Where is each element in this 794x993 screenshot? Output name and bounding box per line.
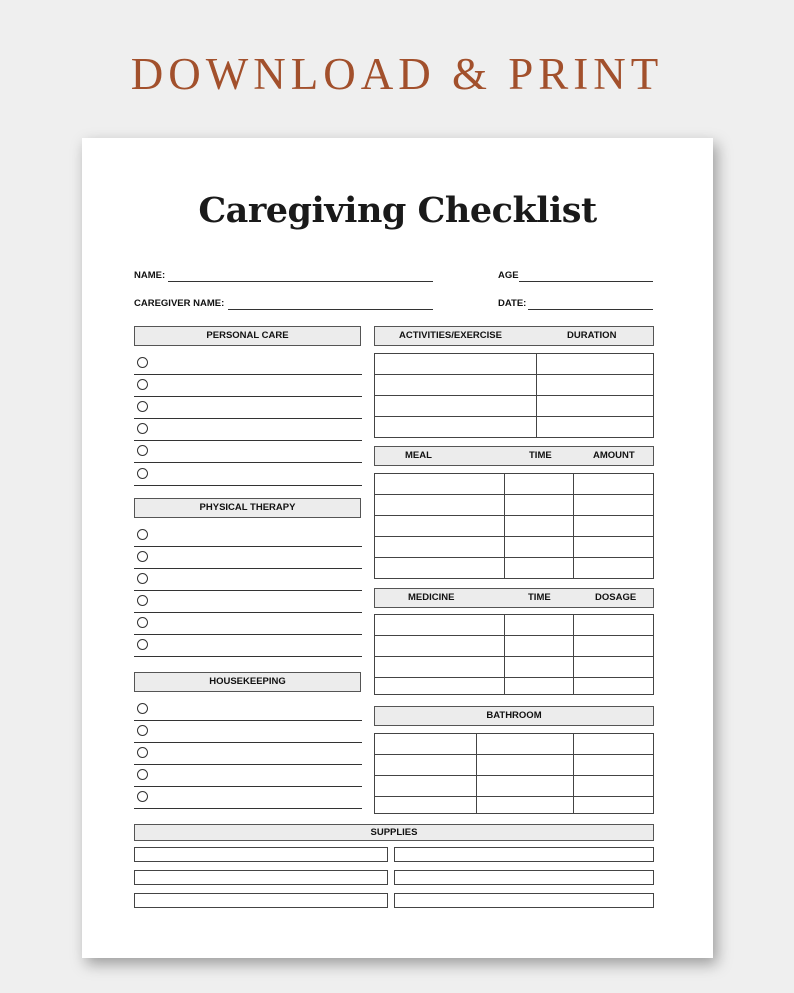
name-label: NAME: [134,270,166,281]
table-cell[interactable] [574,776,654,797]
table-cell[interactable] [375,636,505,657]
checklist-page [82,138,713,958]
meal-time-column-label: TIME [529,450,552,461]
table-cell[interactable] [375,474,505,495]
personal-care-header: PERSONAL CARE [134,326,361,346]
table-cell[interactable] [537,417,654,438]
table-cell[interactable] [505,495,574,516]
table-cell[interactable] [477,776,574,797]
checkbox-circle-icon[interactable] [137,573,148,584]
personal-care-item[interactable] [134,353,362,375]
physical-therapy-item[interactable] [134,613,362,635]
activities-header [374,326,654,346]
supply-field[interactable] [134,847,388,862]
activities-table [374,353,654,438]
meal-header [374,446,654,466]
checkbox-circle-icon[interactable] [137,423,148,434]
physical-therapy-item[interactable] [134,547,362,569]
supply-field[interactable] [394,847,654,862]
table-cell[interactable] [375,678,505,695]
housekeeping-item[interactable] [134,743,362,765]
table-cell[interactable] [375,797,477,814]
table-cell[interactable] [537,354,654,375]
meal-column-label: MEAL [405,450,432,461]
meal-table [374,473,654,579]
physical-therapy-item[interactable] [134,591,362,613]
table-cell[interactable] [505,558,574,579]
table-cell[interactable] [477,797,574,814]
table-cell[interactable] [375,615,505,636]
checkbox-circle-icon[interactable] [137,769,148,780]
checkbox-circle-icon[interactable] [137,639,148,650]
table-cell[interactable] [477,734,574,755]
table-cell[interactable] [537,375,654,396]
table-cell[interactable] [574,495,654,516]
checkbox-circle-icon[interactable] [137,725,148,736]
table-cell[interactable] [375,558,505,579]
table-cell[interactable] [505,516,574,537]
supplies-header: SUPPLIES [134,824,654,841]
table-cell[interactable] [505,474,574,495]
table-cell[interactable] [574,734,654,755]
table-cell[interactable] [574,797,654,814]
housekeeping-item[interactable] [134,699,362,721]
personal-care-item[interactable] [134,375,362,397]
physical-therapy-header: PHYSICAL THERAPY [134,498,361,518]
housekeeping-item[interactable] [134,787,362,809]
medicine-time-column-label: TIME [528,592,551,603]
table-cell[interactable] [505,537,574,558]
physical-therapy-item[interactable] [134,525,362,547]
table-cell[interactable] [574,615,654,636]
checkbox-circle-icon[interactable] [137,529,148,540]
checkbox-circle-icon[interactable] [137,791,148,802]
table-cell[interactable] [375,495,505,516]
table-cell[interactable] [574,474,654,495]
physical-therapy-item[interactable] [134,569,362,591]
checkbox-circle-icon[interactable] [137,357,148,368]
supply-field[interactable] [134,870,388,885]
housekeeping-header: HOUSEKEEPING [134,672,361,692]
medicine-column-label: MEDICINE [408,592,455,603]
table-cell[interactable] [505,636,574,657]
table-cell[interactable] [574,516,654,537]
amount-column-label: AMOUNT [593,450,635,461]
duration-column-label: DURATION [567,330,617,341]
table-cell[interactable] [505,678,574,695]
page-title: Caregiving Checklist [198,190,597,231]
table-cell[interactable] [375,375,537,396]
table-cell[interactable] [375,734,477,755]
checkbox-circle-icon[interactable] [137,595,148,606]
date-field[interactable] [528,309,653,310]
name-field[interactable] [168,281,433,282]
housekeeping-item[interactable] [134,721,362,743]
medicine-table [374,614,654,695]
caregiver-name-label: CAREGIVER NAME: [134,298,225,309]
housekeeping-item[interactable] [134,765,362,787]
personal-care-item[interactable] [134,441,362,463]
table-cell[interactable] [574,755,654,776]
personal-care-item[interactable] [134,464,362,486]
table-cell[interactable] [574,537,654,558]
table-cell[interactable] [574,657,654,678]
checkbox-circle-icon[interactable] [137,445,148,456]
table-cell[interactable] [505,657,574,678]
bathroom-header: BATHROOM [374,706,654,726]
table-cell[interactable] [375,417,537,438]
table-cell[interactable] [574,558,654,579]
checkbox-circle-icon[interactable] [137,617,148,628]
checkbox-circle-icon[interactable] [137,703,148,714]
table-cell[interactable] [537,396,654,417]
table-cell[interactable] [375,657,505,678]
table-cell[interactable] [375,755,477,776]
banner-heading: DOWNLOAD & PRINT [130,49,664,99]
supply-field[interactable] [394,870,654,885]
checkbox-circle-icon[interactable] [137,747,148,758]
table-cell[interactable] [574,636,654,657]
date-label: DATE: [498,298,527,309]
personal-care-item[interactable] [134,419,362,441]
age-label: AGE [498,270,519,281]
table-cell[interactable] [505,615,574,636]
medicine-header [374,588,654,608]
checkbox-circle-icon[interactable] [137,551,148,562]
table-cell[interactable] [477,755,574,776]
age-field[interactable] [519,281,653,282]
supply-field[interactable] [134,893,388,908]
bathroom-table [374,733,654,814]
dosage-column-label: DOSAGE [595,592,637,603]
supply-field[interactable] [394,893,654,908]
table-cell[interactable] [375,396,537,417]
caregiver-name-field[interactable] [228,309,433,310]
checkbox-circle-icon[interactable] [137,401,148,412]
table-cell[interactable] [375,516,505,537]
checkbox-circle-icon[interactable] [137,379,148,390]
table-cell[interactable] [574,678,654,695]
table-cell[interactable] [375,537,505,558]
checkbox-circle-icon[interactable] [137,468,148,479]
activities-column-label: ACTIVITIES/EXERCISE [399,330,502,341]
table-cell[interactable] [375,776,477,797]
personal-care-item[interactable] [134,397,362,419]
table-cell[interactable] [375,354,537,375]
physical-therapy-item[interactable] [134,635,362,657]
